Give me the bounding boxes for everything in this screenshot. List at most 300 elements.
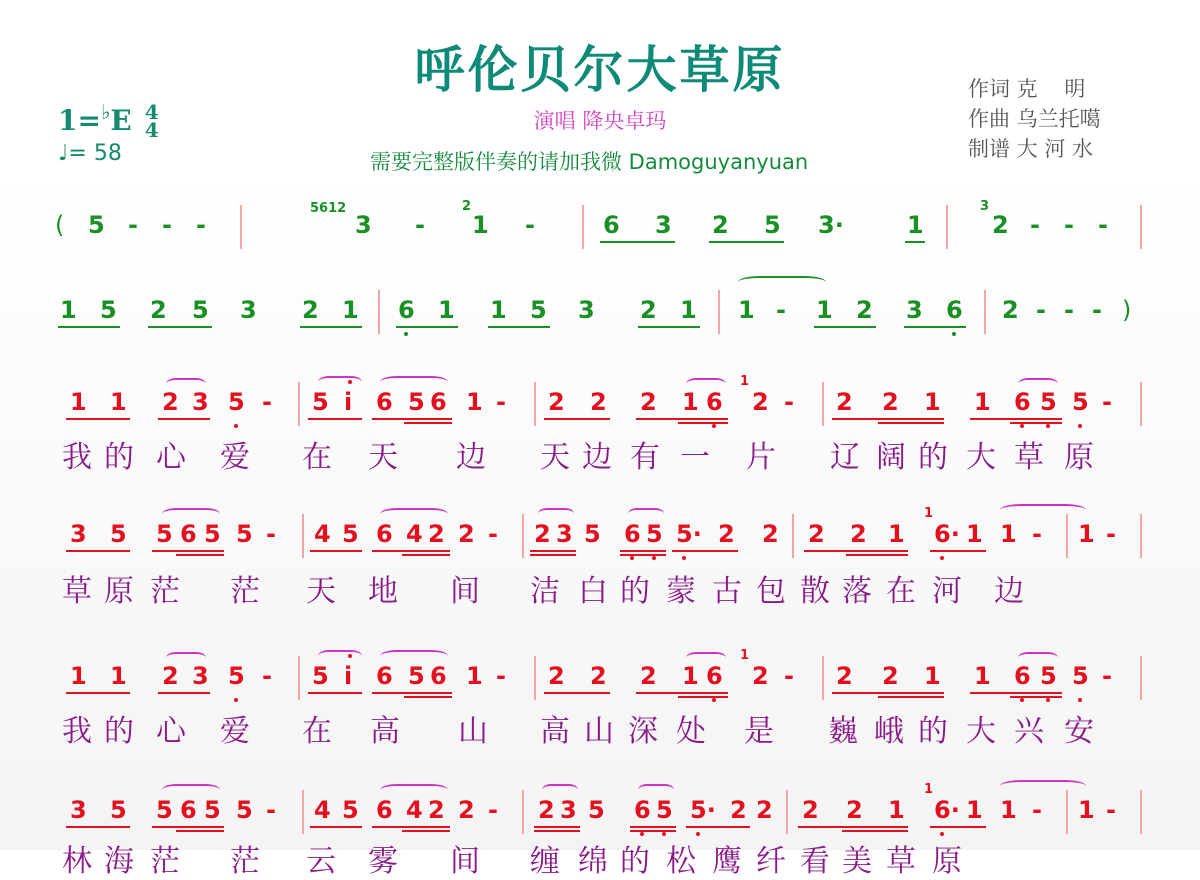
low-dot <box>940 556 944 560</box>
bar-line <box>1140 205 1142 249</box>
credits-block <box>968 74 1101 164</box>
note: 6 <box>376 796 393 824</box>
tie <box>738 276 826 288</box>
bar-line <box>1140 790 1142 834</box>
note: - <box>488 520 498 548</box>
composer-credit: 作曲 乌兰托噶 <box>968 107 1101 131</box>
note: 2 <box>802 796 819 824</box>
note: 2 <box>730 796 747 824</box>
lyric-char: 一 <box>680 440 710 475</box>
note: 3 <box>70 520 87 548</box>
note: 1 <box>682 388 699 416</box>
lyric-char: 纤 <box>756 844 786 879</box>
underline <box>372 692 452 694</box>
note: 2 <box>428 520 445 548</box>
note: 5 <box>342 520 359 548</box>
note: - <box>1098 211 1108 239</box>
note: 6 <box>376 520 393 548</box>
lyric-char: 天 <box>306 574 336 609</box>
note: 4 <box>314 520 331 548</box>
lyric-char: 包 <box>756 574 786 609</box>
underline <box>832 692 944 694</box>
note: - <box>1032 520 1042 548</box>
note: 2 <box>756 796 773 824</box>
note: 2 <box>640 388 657 416</box>
note: 1 <box>472 211 489 239</box>
underline <box>148 326 212 328</box>
bar-line <box>822 656 824 700</box>
underline <box>534 826 580 828</box>
note: 1 <box>888 520 905 548</box>
song-title: 呼伦贝尔大草原 <box>414 41 786 99</box>
note: 5 <box>656 796 673 824</box>
lyric-char: 茫 <box>150 574 180 609</box>
underline <box>804 550 908 552</box>
note: 1 <box>966 796 983 824</box>
note: - <box>496 388 506 416</box>
grace-note: 1 <box>924 782 934 797</box>
lyric-char: 片 <box>746 440 776 475</box>
lyric-char: 兴 <box>1014 714 1044 749</box>
note: 1 <box>110 388 127 416</box>
note: 5 <box>204 796 221 824</box>
note: - <box>776 296 786 324</box>
low-dot <box>652 556 656 560</box>
underline <box>904 326 966 328</box>
underline <box>930 826 986 828</box>
lyric-char: 的 <box>620 844 650 879</box>
low-dot <box>1046 424 1050 428</box>
lyric-char: 草 <box>62 574 92 609</box>
note: - <box>1036 296 1046 324</box>
bar-line <box>792 514 794 558</box>
bar-line <box>1066 514 1068 558</box>
lyric-char: 古 <box>712 574 742 609</box>
bar-line <box>582 205 584 249</box>
note: 5 <box>110 796 127 824</box>
note: 6 <box>634 796 651 824</box>
quarter-note-icon: ♩ <box>58 141 69 166</box>
note: 2 <box>640 296 657 324</box>
lyricist-credit: 作词 克 明 <box>968 77 1086 101</box>
note: 1 <box>974 388 991 416</box>
note: 6 <box>376 662 393 690</box>
note: 1 <box>974 662 991 690</box>
notation-row-6 <box>0 782 1200 840</box>
note: 5 <box>192 296 209 324</box>
lyric-char: 山 <box>584 714 614 749</box>
bar-line <box>302 514 304 558</box>
underline <box>176 830 224 832</box>
note: 3 <box>655 211 672 239</box>
note: - <box>1106 520 1116 548</box>
note: - <box>415 211 425 239</box>
underline <box>620 550 666 552</box>
lyric-char: 处 <box>676 714 706 749</box>
note: - <box>1106 796 1116 824</box>
note: 2 <box>590 662 607 690</box>
lyric-char: 深 <box>628 714 658 749</box>
underline <box>152 826 224 828</box>
underline <box>672 550 738 552</box>
tempo-value: = 58 <box>68 141 122 166</box>
grace-note: 1 <box>740 374 750 389</box>
note: - <box>1064 296 1074 324</box>
lyric-char: 在 <box>302 440 332 475</box>
note: 2 <box>640 662 657 690</box>
note: 6 <box>398 296 415 324</box>
note: 1 <box>1078 520 1095 548</box>
note: - <box>488 796 498 824</box>
note: - <box>1092 296 1102 324</box>
lyric-char: 天 <box>368 440 398 475</box>
note: 1 <box>888 796 905 824</box>
slur <box>318 376 362 388</box>
note: 2 <box>548 662 565 690</box>
lyric-char: 间 <box>450 574 480 609</box>
underline <box>686 826 750 828</box>
note: 5 <box>312 662 329 690</box>
note: 4 <box>406 520 423 548</box>
note: 3 <box>560 796 577 824</box>
lyric-char: 洁 <box>530 574 560 609</box>
note: 2 <box>302 296 319 324</box>
grace-notes: 5612 <box>310 201 347 216</box>
note: 3 <box>355 211 372 239</box>
lyric-char: 大 <box>966 714 996 749</box>
underline <box>158 692 210 694</box>
note: 3· <box>818 211 844 239</box>
note: 3 <box>192 662 209 690</box>
note: 5 <box>584 520 601 548</box>
note: - <box>162 211 172 239</box>
lyric-char: 是 <box>744 714 774 749</box>
bar-line <box>240 205 242 249</box>
note: 3 <box>556 520 573 548</box>
slur <box>162 784 220 796</box>
slur <box>542 784 578 796</box>
lyric-char: 边 <box>456 440 486 475</box>
underline <box>544 418 610 420</box>
note: 2 <box>836 388 853 416</box>
slur <box>538 508 574 520</box>
underline <box>636 692 728 694</box>
underline <box>66 418 130 420</box>
note: 5 <box>1072 388 1089 416</box>
note: i <box>344 388 353 416</box>
note: ( <box>55 211 65 239</box>
note: 5 <box>1072 662 1089 690</box>
note: - <box>128 211 138 239</box>
note: 6 <box>1014 388 1031 416</box>
underline <box>534 830 580 832</box>
note: 3 <box>906 296 923 324</box>
lyric-char: 鹰 <box>712 844 742 879</box>
note: 1 <box>907 211 924 239</box>
note: 2 <box>150 296 167 324</box>
underline <box>66 826 130 828</box>
note: - <box>525 211 535 239</box>
low-dot <box>234 698 238 702</box>
note: - <box>1032 796 1042 824</box>
lyric-char: 爱 <box>220 440 250 475</box>
note: 6 <box>430 662 447 690</box>
low-dot <box>682 556 686 560</box>
underline <box>878 696 944 698</box>
underline <box>709 241 784 243</box>
note: 5· <box>690 796 716 824</box>
bar-line <box>946 205 948 249</box>
accompaniment-notice: 需要完整版伴奏的请加我微 Damoguyanyuan <box>370 150 809 174</box>
underline <box>678 696 728 698</box>
underline <box>600 241 675 243</box>
note: 1 <box>924 662 941 690</box>
lyric-char: 边 <box>994 574 1024 609</box>
note: 5 <box>156 796 173 824</box>
note: 2 <box>538 796 555 824</box>
underline <box>930 550 986 552</box>
note: 6 <box>706 388 723 416</box>
note: - <box>1102 662 1112 690</box>
note: ) <box>1122 296 1132 324</box>
note: 5 <box>110 520 127 548</box>
note: 2 <box>850 520 867 548</box>
lyric-char: 心 <box>156 714 186 749</box>
key-signature <box>58 99 159 144</box>
lyric-char: 我 <box>62 714 92 749</box>
lyric-char: 绵 <box>578 844 608 879</box>
underline <box>970 418 1062 420</box>
bar-line <box>302 790 304 834</box>
note: 3 <box>192 388 209 416</box>
note: 2 <box>752 388 769 416</box>
lyric-char: 美 <box>842 844 872 879</box>
time-top: 4 <box>144 99 159 124</box>
lyric-char: 散 <box>800 574 830 609</box>
note: 6 <box>603 211 620 239</box>
lyric-char: 地 <box>368 574 398 609</box>
note: 5 <box>236 796 253 824</box>
underline <box>530 554 576 556</box>
lyric-char: 原 <box>1064 440 1094 475</box>
lyric-line-3 <box>0 706 1200 749</box>
slur <box>380 376 448 388</box>
grace-note: 1 <box>740 648 750 663</box>
underline <box>310 826 362 828</box>
underline <box>678 422 728 424</box>
note: 1 <box>466 662 483 690</box>
bar-line <box>984 290 986 334</box>
note: - <box>784 388 794 416</box>
lyric-char: 白 <box>578 574 608 609</box>
note: 6 <box>1014 662 1031 690</box>
note: 5 <box>204 520 221 548</box>
note: 5 <box>530 296 547 324</box>
underline <box>152 550 224 552</box>
bar-line <box>298 382 300 426</box>
note: 6 <box>706 662 723 690</box>
bar-line <box>298 656 300 700</box>
note: 2 <box>752 662 769 690</box>
lyric-char: 原 <box>104 574 134 609</box>
note: 5 <box>408 388 425 416</box>
note: 1 <box>738 296 755 324</box>
underline <box>396 326 458 328</box>
note: 5 <box>342 796 359 824</box>
time-signature <box>144 99 159 142</box>
key-prefix: 1= <box>58 104 101 137</box>
notation-row-5 <box>0 648 1200 706</box>
lyric-char: 有 <box>630 440 660 475</box>
lyric-char: 大 <box>966 440 996 475</box>
underline <box>308 418 362 420</box>
note: 2 <box>846 796 863 824</box>
note: - <box>262 388 272 416</box>
note: 2 <box>590 388 607 416</box>
lyric-char: 草 <box>886 844 916 879</box>
note: 2 <box>882 388 899 416</box>
lyric-char: 原 <box>932 844 962 879</box>
slur <box>628 508 664 520</box>
underline <box>300 326 362 328</box>
underline <box>798 826 908 828</box>
lyric-char: 云 <box>306 844 336 879</box>
low-dot <box>1078 698 1082 702</box>
notation-row-3 <box>0 374 1200 432</box>
note: 1 <box>1078 796 1095 824</box>
grace-note: 3 <box>980 199 990 214</box>
note: 3 <box>578 296 595 324</box>
underline <box>630 826 676 828</box>
lyric-char: 的 <box>104 440 134 475</box>
underline <box>846 554 908 556</box>
lyric-char: 的 <box>918 714 948 749</box>
note: 2 <box>856 296 873 324</box>
note: 5 <box>228 388 245 416</box>
note: 3 <box>70 796 87 824</box>
note: 5 <box>100 296 117 324</box>
grace-note: 2 <box>462 199 472 214</box>
notation-row-1 <box>0 199 1200 255</box>
tempo-marking <box>58 141 122 166</box>
note: 6· <box>934 520 960 548</box>
notation-row-2 <box>0 290 1200 340</box>
lyric-char: 间 <box>450 844 480 879</box>
bar-line <box>1066 790 1068 834</box>
bar-line <box>822 382 824 426</box>
underline <box>402 554 450 556</box>
underline <box>402 830 450 832</box>
note: 1 <box>438 296 455 324</box>
bar-line <box>534 382 536 426</box>
lyric-char: 缠 <box>530 844 560 879</box>
low-dot <box>712 698 716 702</box>
low-dot <box>234 424 238 428</box>
underline <box>1010 422 1062 424</box>
low-dot <box>1020 424 1024 428</box>
note: 5 <box>588 796 605 824</box>
underline <box>630 830 676 832</box>
underline <box>176 554 224 556</box>
low-dot <box>1046 698 1050 702</box>
lyric-char: 茫 <box>230 844 260 879</box>
lyric-line-1 <box>0 432 1200 475</box>
underline <box>66 692 130 694</box>
bar-line <box>378 290 380 334</box>
underline <box>58 326 120 328</box>
underline <box>814 326 876 328</box>
lyric-char: 山 <box>458 714 488 749</box>
note: 5 <box>228 662 245 690</box>
lyric-char: 落 <box>842 574 872 609</box>
note: - <box>1030 211 1040 239</box>
slur <box>162 508 220 520</box>
note: 1 <box>110 662 127 690</box>
note: 6 <box>624 520 641 548</box>
note: 6 <box>180 520 197 548</box>
underline <box>372 550 450 552</box>
lyric-char: 高 <box>370 714 400 749</box>
arranger-credit: 制谱 大 河 水 <box>968 137 1094 161</box>
note: 2 <box>808 520 825 548</box>
bar-line <box>718 290 720 334</box>
underline <box>620 554 666 556</box>
underline <box>308 692 362 694</box>
underline <box>310 550 362 552</box>
underline <box>404 422 452 424</box>
underline <box>372 418 452 420</box>
note: 5 <box>1040 388 1057 416</box>
note: - <box>266 520 276 548</box>
lyric-char: 在 <box>886 574 916 609</box>
slur <box>318 650 362 662</box>
key-note: E <box>110 104 132 137</box>
note: 5 <box>764 211 781 239</box>
note: - <box>196 211 206 239</box>
slur <box>380 784 448 796</box>
underline <box>158 418 210 420</box>
low-dot <box>404 332 408 336</box>
note: 4 <box>406 796 423 824</box>
note: - <box>784 662 794 690</box>
lyric-char: 心 <box>156 440 186 475</box>
note: 6 <box>430 388 447 416</box>
time-bottom: 4 <box>144 117 159 142</box>
low-dot <box>712 424 716 428</box>
grace-note: 1 <box>924 506 934 521</box>
note: 5 <box>312 388 329 416</box>
lyric-char: 边 <box>582 440 612 475</box>
note: 3 <box>240 296 257 324</box>
note: 2 <box>458 520 475 548</box>
note: 1 <box>1000 520 1017 548</box>
note: 5 <box>88 211 105 239</box>
underline <box>842 830 908 832</box>
note: 1 <box>924 388 941 416</box>
note: 1 <box>966 520 983 548</box>
note: 5 <box>236 520 253 548</box>
note: - <box>266 796 276 824</box>
slur <box>380 508 448 520</box>
lyric-char: 的 <box>918 440 948 475</box>
note: 5 <box>408 662 425 690</box>
lyric-char: 雾 <box>368 844 398 879</box>
underline <box>404 696 452 698</box>
lyric-char: 峨 <box>874 714 904 749</box>
note: 5 <box>156 520 173 548</box>
note: - <box>496 662 506 690</box>
lyric-char: 林 <box>62 844 92 879</box>
